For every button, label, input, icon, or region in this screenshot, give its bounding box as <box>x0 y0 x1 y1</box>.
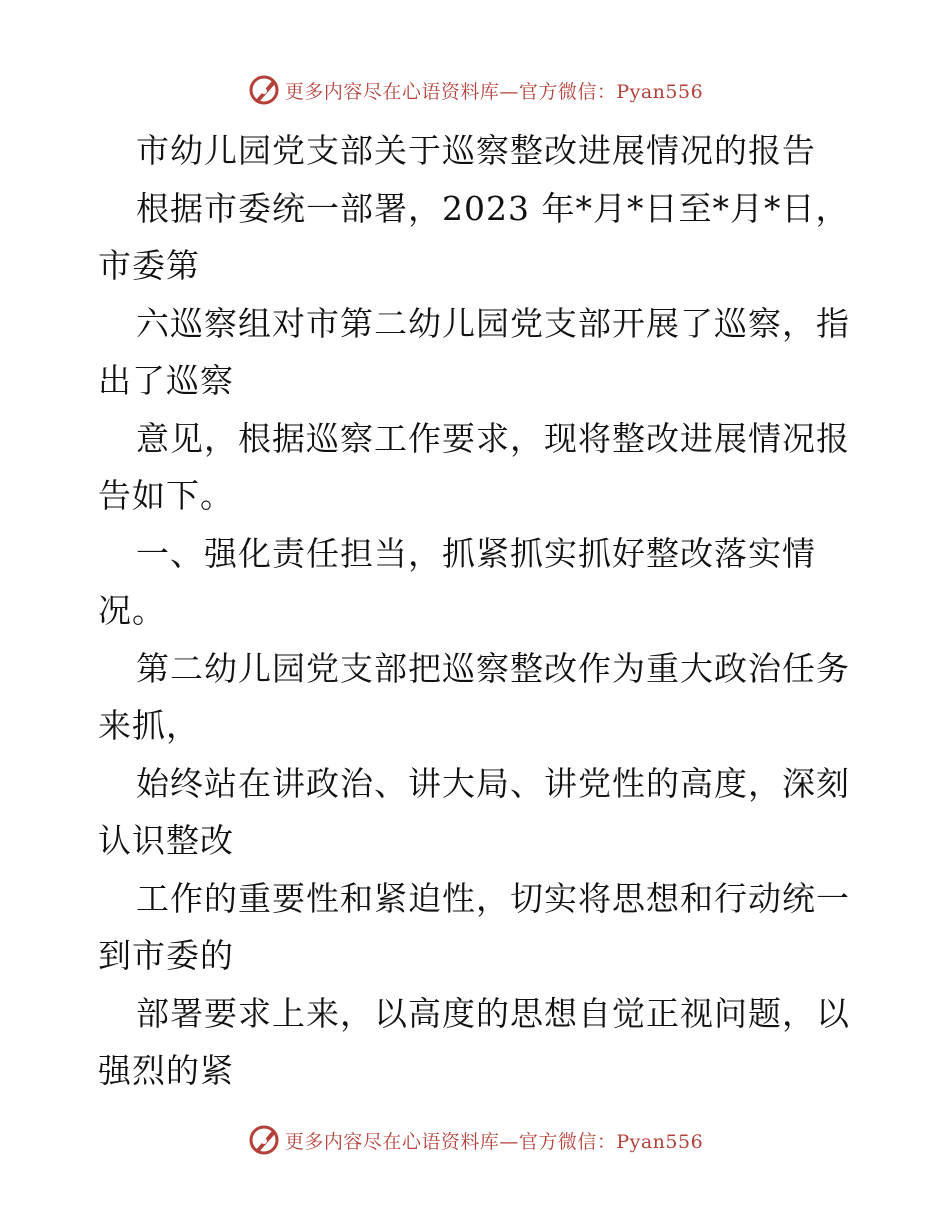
text-line: 六巡察组对市第二幼儿园党支部开展了巡察，指 <box>136 303 850 343</box>
text-line: 第二幼儿园党支部把巡察整改作为重大政治任务 <box>136 648 850 688</box>
text-line: 告如下。 <box>98 476 234 515</box>
text-line: 市幼儿园党支部关于巡察整改进展情况的报告 <box>136 131 816 170</box>
text-line: 始终站在讲政治、讲大局、讲党性的高度，深刻 <box>136 763 850 803</box>
text-line: 一、强化责任担当，抓紧抓实抓好整改落实情 <box>136 533 816 573</box>
watermark-text: 更多内容尽在心语资料库—官方微信：Pyan556 <box>284 80 704 103</box>
header-watermark-banner <box>0 70 950 110</box>
document-body <box>98 122 858 1100</box>
text-line: 部署要求上来，以高度的思想自觉正视问题，以 <box>136 993 850 1033</box>
text-line: 到市委的 <box>98 936 234 975</box>
watermark-text: 更多内容尽在心语资料库—官方微信：Pyan556 <box>284 1130 704 1153</box>
text-line: 况。 <box>98 591 166 630</box>
text-line: 认识整改 <box>98 821 234 860</box>
text-line: 工作的重要性和紧迫性，切实将思想和行动统一 <box>136 878 850 918</box>
text-line: 出了巡察 <box>98 361 234 400</box>
pen-logo-icon <box>247 1123 281 1157</box>
text-line: 市委第 <box>98 246 200 285</box>
text-line: 意见，根据巡察工作要求，现将整改进展情况报 <box>136 418 850 458</box>
footer-watermark-banner <box>0 1120 950 1160</box>
text-line: 强烈的紧 <box>98 1051 234 1090</box>
text-line: 来抓， <box>98 706 200 745</box>
text-line: 根据市委统一部署，2023 年*月*日至*月*日， <box>136 188 850 228</box>
pen-logo-icon <box>247 73 281 107</box>
